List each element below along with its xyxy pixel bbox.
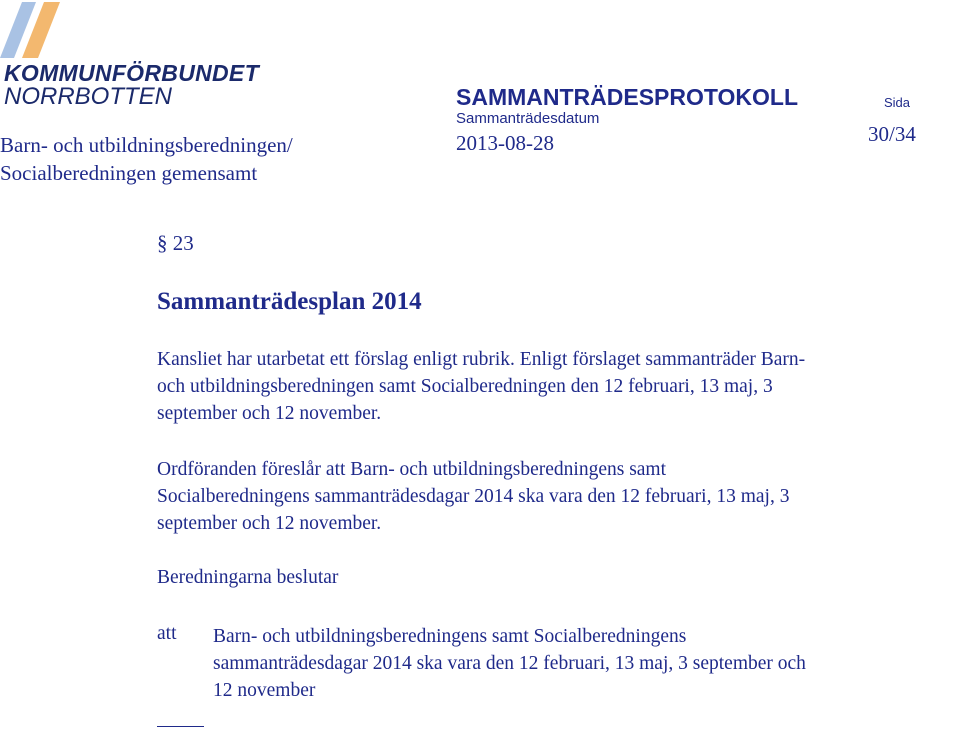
date-label: Sammanträdesdatum bbox=[456, 110, 600, 127]
committee-line: Barn- och utbildningsberedningen/ bbox=[0, 133, 293, 157]
text-line: och utbildningsberedningen samt Socialberedningen den 12 februari, 13 maj, 3 bbox=[157, 376, 773, 397]
paragraph-proposal bbox=[157, 456, 957, 537]
logo-stripes-icon bbox=[0, 0, 90, 62]
logo-text-line1: KOMMUNFÖRBUNDET bbox=[4, 60, 259, 86]
text-line: Kansliet har utarbetat ett förslag enligt rubrik. Enligt förslaget sammanträder Barn- bbox=[157, 349, 806, 370]
decision-text bbox=[213, 623, 958, 704]
end-rule bbox=[157, 726, 204, 727]
paragraph-number: § 23 bbox=[157, 231, 194, 255]
decision-label: Beredningarna beslutar bbox=[157, 567, 339, 588]
document-title: SAMMANTRÄDESPROTOKOLL bbox=[456, 84, 799, 110]
section-heading: Sammanträdesplan 2014 bbox=[157, 288, 422, 315]
text-line: sammanträdesdagar 2014 ska vara den 12 februari, 13 maj, 3 september och bbox=[213, 653, 806, 674]
text-line: september och 12 november. bbox=[157, 513, 382, 534]
text-line: september och 12 november. bbox=[157, 403, 382, 424]
meeting-date: 2013-08-28 bbox=[456, 131, 554, 155]
committee-line: Socialberedningen gemensamt bbox=[0, 161, 258, 185]
logo-text-line2: NORRBOTTEN bbox=[4, 83, 172, 110]
text-line: 12 november bbox=[213, 680, 316, 701]
decision-prefix: att bbox=[157, 623, 177, 644]
text-line: Ordföranden föreslår att Barn- och utbildningsberedningens samt bbox=[157, 459, 667, 480]
text-line: Socialberedningens sammanträdesdagar 2014 ska vara den 12 februari, 13 maj, 3 bbox=[157, 486, 790, 507]
text-line: Barn- och utbildningsberedningens samt Socialberedningens bbox=[213, 626, 687, 647]
paragraph-background bbox=[157, 346, 957, 427]
page-number: 30/34 bbox=[868, 122, 916, 146]
committee-name bbox=[0, 131, 293, 187]
page-label: Sida bbox=[884, 95, 911, 110]
